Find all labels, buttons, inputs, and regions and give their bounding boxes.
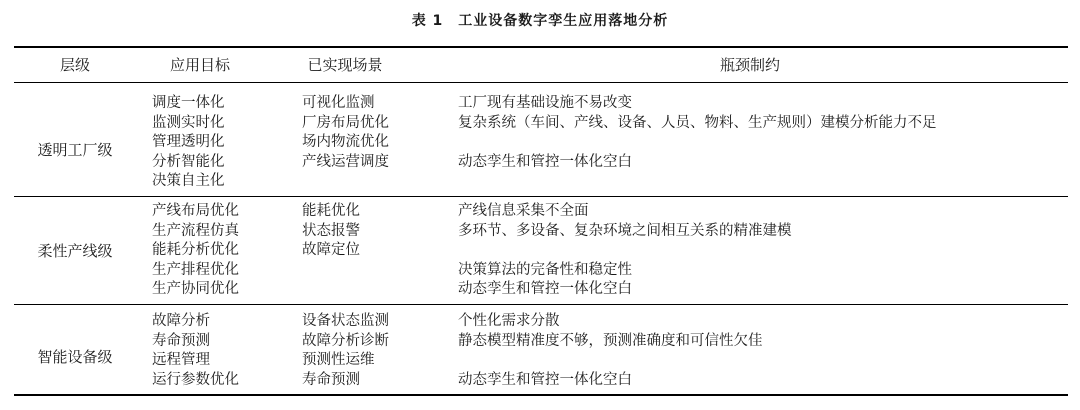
scene-item: 场内物流优化 <box>302 134 389 150</box>
goal-item: 故障分析 <box>152 313 210 329</box>
scene-item: 寿命预测 <box>302 371 360 388</box>
goal-item: 分析智能化 <box>152 153 225 170</box>
goal-item: 监测实时化 <box>152 114 225 131</box>
table-top-rule <box>14 46 1068 48</box>
header-limit: 瓶颈制约 <box>719 56 780 74</box>
limit-item: 复杂系统（车间、产线、设备、人员、物料、生产规则）建模分析能力不足 <box>458 114 937 131</box>
scene-item: 故障分析诊断 <box>302 332 389 349</box>
row-divider <box>14 304 1068 305</box>
limit-item: 动态孪生和管控一体化空白 <box>458 153 632 170</box>
table-caption: 表 1 工业设备数字孪生应用落地分析 <box>411 13 669 29</box>
goal-item: 决策自主化 <box>152 173 225 189</box>
scene-item: 状态报警 <box>302 222 360 239</box>
goal-item: 寿命预测 <box>152 332 210 349</box>
row-goals <box>152 94 225 192</box>
header-goal: 应用目标 <box>169 56 230 74</box>
limit-item <box>458 241 792 261</box>
header-scene: 已实现场景 <box>307 56 383 74</box>
row-goals <box>152 202 239 300</box>
limit-item <box>458 351 763 371</box>
goal-item: 生产流程仿真 <box>152 222 239 239</box>
row-limits <box>458 94 937 172</box>
header-rule <box>14 82 1068 83</box>
scene-item: 能耗优化 <box>302 203 360 219</box>
row-level: 柔性产线级 <box>37 242 113 260</box>
row-limits <box>458 312 763 390</box>
scene-item: 设备状态监测 <box>302 313 389 329</box>
goal-item: 调度一体化 <box>152 95 225 111</box>
scene-item: 故障定位 <box>302 242 360 258</box>
goal-item: 生产排程优化 <box>152 261 239 278</box>
goal-item: 生产协同优化 <box>152 281 239 297</box>
limit-item: 个性化需求分散 <box>458 313 560 329</box>
row-goals <box>152 312 239 390</box>
limit-item: 静态模型精准度不够，预测准确度和可信性欠佳 <box>458 332 763 349</box>
scene-item: 预测性运维 <box>302 352 375 368</box>
row-level: 透明工厂级 <box>37 141 113 159</box>
scene-item: 厂房布局优化 <box>302 114 389 131</box>
row-scenes <box>302 202 360 261</box>
goal-item: 运行参数优化 <box>152 371 239 388</box>
limit-item: 产线信息采集不全面 <box>458 203 589 219</box>
goal-item: 远程管理 <box>152 352 210 368</box>
limit-item: 多环节、多设备、复杂环境之间相互关系的精准建模 <box>458 222 792 239</box>
row-scenes <box>302 94 389 172</box>
scene-item: 产线运营调度 <box>302 153 389 170</box>
row-divider <box>14 196 1068 197</box>
row-scenes <box>302 312 389 390</box>
limit-item: 动态孪生和管控一体化空白 <box>458 281 632 297</box>
row-level: 智能设备级 <box>37 348 113 366</box>
goal-item: 产线布局优化 <box>152 203 239 219</box>
goal-item: 能耗分析优化 <box>152 242 239 258</box>
header-level: 层级 <box>59 56 90 74</box>
row-limits <box>458 202 792 300</box>
limit-item: 决策算法的完备性和稳定性 <box>458 261 632 278</box>
limit-item <box>458 133 937 153</box>
limit-item: 工厂现有基础设施不易改变 <box>458 95 632 111</box>
limit-item: 动态孪生和管控一体化空白 <box>458 371 632 388</box>
table-bottom-rule <box>14 394 1068 396</box>
goal-item: 管理透明化 <box>152 134 225 150</box>
scene-item: 可视化监测 <box>302 95 375 111</box>
